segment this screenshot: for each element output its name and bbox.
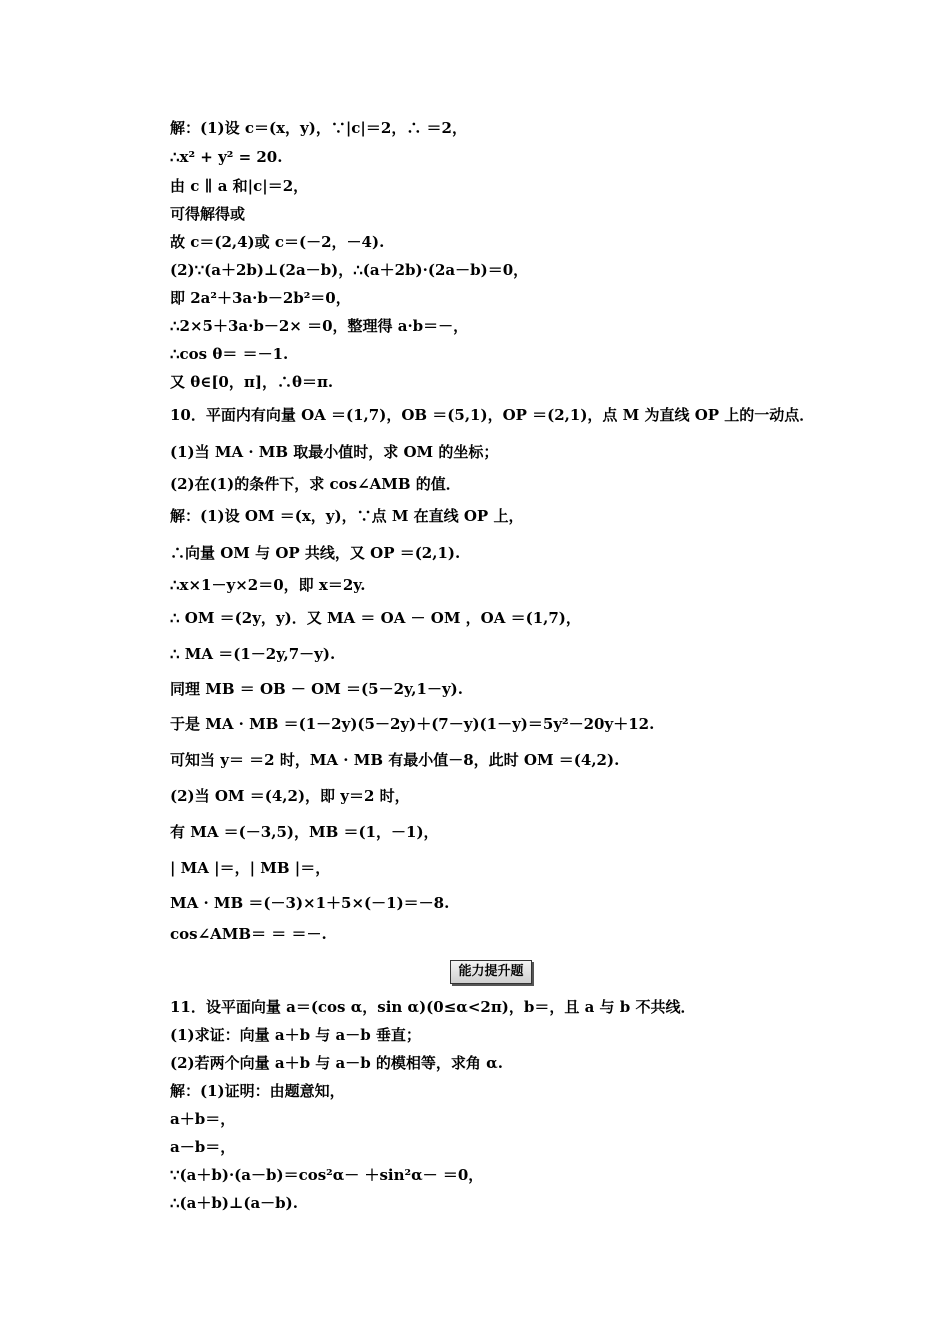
text-line: 解：(1)证明：由题意知， — [170, 1082, 345, 1100]
text-line: 解：(1)设 c＝(x，y)，∵|c|＝2，∴ ＝2， — [170, 119, 467, 137]
text-line: a＋b＝， — [170, 1110, 236, 1128]
text-line: 可得解得或 — [170, 205, 246, 223]
text-line: 同理 MB ＝ OB － OM ＝(5－2y,1－y). — [170, 680, 463, 698]
text-line: ∴ OM ＝(2y，y)．又 MA ＝ OA － OM ，OA ＝(1,7)， — [170, 609, 581, 627]
text-line: (2)当 OM ＝(4,2)，即 y＝2 时， — [170, 787, 410, 805]
text-line: 有 MA ＝(－3,5)，MB ＝(1，－1)， — [170, 823, 439, 841]
text-line: (2)在(1)的条件下，求 cos∠AMB 的值． — [170, 475, 461, 493]
text-line: (2)∵(a＋2b)⊥(2a－b)，∴(a＋2b)·(2a－b)＝0， — [170, 261, 529, 279]
text-line: 解：(1)设 OM ＝(x，y)，∵点 M 在直线 OP 上， — [170, 507, 524, 525]
text-line: ∴x×1－y×2＝0，即 x＝2y. — [170, 576, 366, 594]
text-line: 可知当 y＝ ＝2 时，MA · MB 有最小值－8，此时 OM ＝(4,2). — [170, 751, 620, 769]
text-line: a－b＝， — [170, 1138, 236, 1156]
text-line: (1)当 MA · MB 取最小值时，求 OM 的坐标； — [170, 443, 499, 461]
text-line: 故 c＝(2,4)或 c＝(－2，－4). — [170, 233, 385, 251]
section-badge: 能力提升题 — [450, 960, 532, 984]
text-line: 于是 MA · MB ＝(1－2y)(5－2y)＋(7－y)(1－y)＝5y²－20y＋12. — [170, 715, 655, 733]
text-line: (1)求证：向量 a＋b 与 a－b 垂直； — [170, 1026, 421, 1044]
text-line: ∵(a＋b)·(a－b)＝cos²α－ ＋sin²α－ ＝0， — [170, 1166, 484, 1184]
text-line: ∴x² + y² = 20. — [170, 148, 283, 166]
text-line: cos∠AMB＝ ＝ ＝－. — [170, 925, 327, 943]
text-line: ∴向量 OM 与 OP 共线，又 OP ＝(2,1). — [170, 544, 461, 562]
text-line: 由 c ∥ a 和|c|＝2， — [170, 177, 309, 195]
problem-11-statement: 11．设平面向量 a＝(cos α，sin α)(0≤α<2π)，b＝，且 a 与 b 不共线． — [170, 998, 696, 1016]
text-line: 又 θ∈[0，π]，∴θ＝π. — [170, 373, 334, 391]
problem-10-statement: 10．平面内有向量 OA ＝(1,7)，OB ＝(5,1)，OP ＝(2,1)，点 M 为直线 OP 上的一动点． — [170, 406, 815, 424]
text-line: MA · MB ＝(－3)×1＋5×(－1)＝－8. — [170, 894, 450, 912]
text-line: ∴2×5＋3a·b－2× ＝0，整理得 a·b＝－， — [170, 317, 469, 335]
text-line: ∴(a＋b)⊥(a－b). — [170, 1194, 298, 1212]
text-line: 即 2a²＋3a·b－2b²＝0， — [170, 289, 351, 307]
text-line: ∴ MA ＝(1－2y,7－y). — [170, 645, 336, 663]
text-line: ∴cos θ＝ ＝－1. — [170, 345, 289, 363]
text-line: (2)若两个向量 a＋b 与 a－b 的模相等，求角 α. — [170, 1054, 503, 1072]
text-line: | MA |＝，| MB |＝， — [170, 859, 331, 877]
